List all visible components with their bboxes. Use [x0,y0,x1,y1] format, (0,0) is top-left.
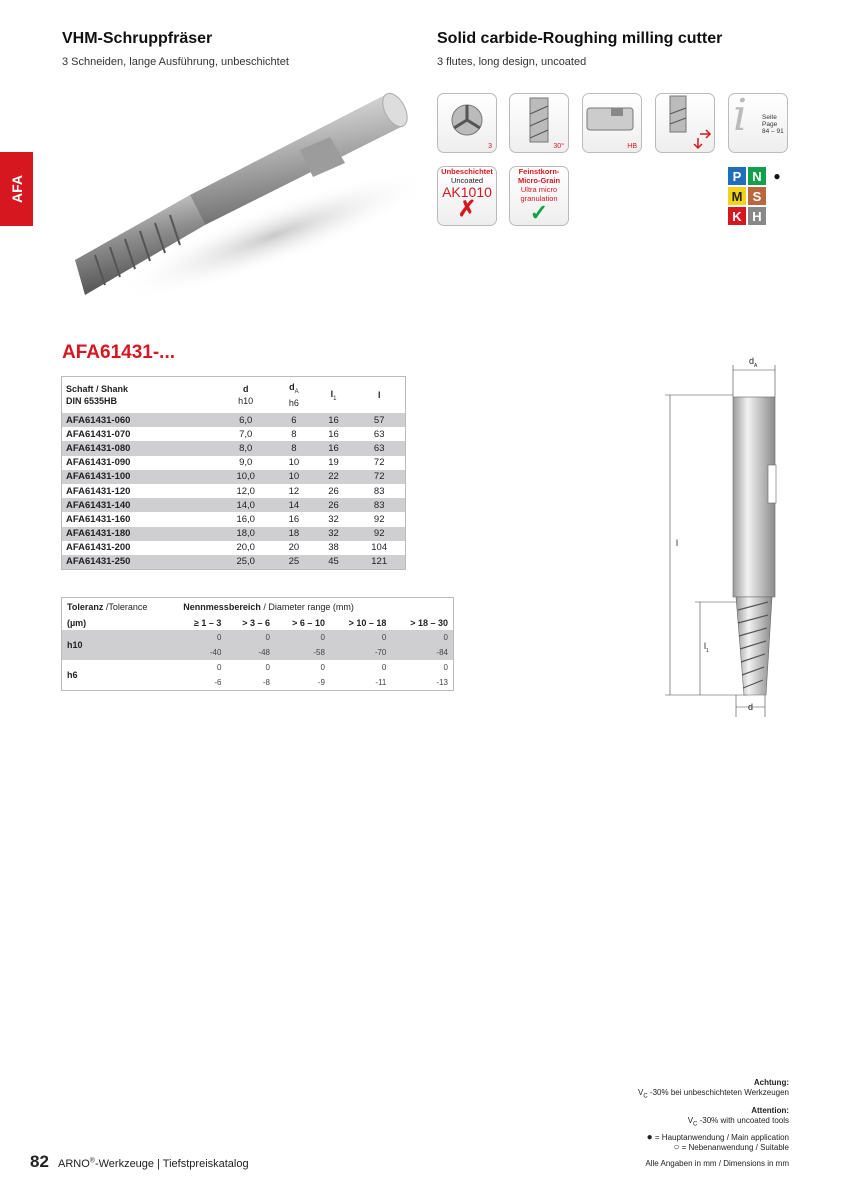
d-tol-header: h10 [238,396,254,406]
cell-l1: 16 [314,441,354,455]
cell-d: 7,0 [239,428,253,440]
cell-dA: 8 [291,428,297,440]
attention-de: Achtung: [753,1078,789,1087]
table-row [62,413,406,427]
tolerance-header-row [62,598,454,616]
cell-l: 92 [353,527,405,541]
cell-d: 12,0 [236,485,255,497]
info-letter: i [733,90,748,141]
coating-line2: Uncoated [450,176,484,185]
tolerance-upper-value: 0 [320,663,325,672]
page-number: 82 [30,1152,49,1171]
material-k: K [728,207,746,225]
cell-dA: 25 [274,555,314,570]
technical-drawing [660,355,780,720]
cell-code: AFA61431-120 [66,485,131,497]
cell-dA: 10 [288,457,300,469]
section-tab-afa [0,152,33,226]
info-page-icon [728,90,788,153]
notes-block [489,1078,789,1169]
title-de: VHM-Schruppfräser [62,30,213,47]
table-row [62,512,406,526]
cell-d: 8,0 [217,441,274,455]
table-row [62,427,406,441]
cell-code: AFA61431-100 [62,470,218,484]
tolerance-upper-value: 0 [178,630,226,645]
coating-code: AK1010 [442,184,492,200]
da-sub: A [294,388,299,395]
cell-l: 63 [373,428,385,440]
drawing-l1-sub: 1 [706,647,709,654]
footer [30,1152,249,1172]
cell-code: AFA61431-250 [62,555,218,570]
cell-dA: 12 [288,485,300,497]
tolerance-upper-value: 0 [216,663,222,672]
tolerance-upper-value: 0 [391,630,453,645]
cell-l: 104 [371,542,388,554]
cell-l1: 19 [328,457,339,469]
cell-l1: 16 [328,428,339,440]
material-h: H [748,207,766,225]
cell-d: 10,0 [217,470,274,484]
material-s: S [748,187,766,205]
check-icon: ✓ [529,200,549,225]
l1-sub: 1 [333,395,337,402]
table-row [62,456,406,470]
title-en: Solid carbide-Roughing milling cutter [437,30,723,47]
material-n: N [748,167,766,185]
cell-l: 57 [353,413,405,427]
cell-dA: 14 [274,498,314,512]
tolerance-class: h6 [67,670,78,680]
subtitle-de: 3 Schneiden, lange Ausführung, unbeschichtet [62,56,289,68]
cell-l1: 26 [314,498,354,512]
tolerance-upper-value: 0 [330,630,391,645]
tolerance-label-en: /Tolerance [105,601,148,612]
tolerance-lower-value: -48 [226,645,275,660]
dimensions-note: Alle Angaben in mm / Dimensions in mm [645,1159,789,1169]
tolerance-lower-value: -6 [214,678,222,687]
table-row [62,527,406,541]
product-code: AFA61431-... [62,342,175,363]
vc-en-sub: C [693,1121,698,1128]
tolerance-upper-value: 0 [226,630,275,645]
cell-l1: 22 [314,470,354,484]
table-row [62,541,406,555]
d-header: d [242,384,249,394]
cell-dA: 8 [274,441,314,455]
tolerance-lower-value: -58 [275,645,330,660]
shank-type-icon [582,93,642,153]
table-row [62,470,406,484]
cell-d: 18,0 [217,527,274,541]
cell-code: AFA61431-090 [66,457,131,469]
tolerance-lower-value: -8 [262,678,270,687]
cell-l: 83 [353,498,405,512]
grain-line3: Ultra micro [520,185,558,194]
cell-dA: 16 [288,513,300,525]
drawing-l1-label: l [704,641,706,651]
vc-de-sub: C [643,1093,648,1100]
product-photo [55,85,415,315]
shank-standard-header: DIN 6535HB [66,396,118,406]
product-table [61,376,406,570]
info-page-label: Seite Page [762,114,778,128]
filled-dot-icon: ● [646,1132,653,1144]
coating-micro-grain-box [509,166,569,226]
coating-line1: Unbeschichtet [441,167,493,176]
milling-direction-icon [655,93,715,153]
drawing-l-label: l [676,538,678,548]
cell-dA: 10 [274,470,314,484]
cell-l1: 32 [314,527,354,541]
grain-line1: Feinstkorn- [518,167,560,176]
table-row [62,484,406,498]
helix-angle-icon [509,93,569,153]
tolerance-lower-value: -40 [178,645,226,660]
coating-uncoated-box [437,166,497,226]
tolerance-class: h10 [62,630,179,660]
l-header: l [377,390,381,400]
tolerance-lower-value: -9 [317,678,325,687]
helix-value: 30° [553,143,564,150]
cell-d: 16,0 [236,513,255,525]
cell-code: AFA61431-060 [62,413,218,427]
drawing-da-sub: A [754,362,758,369]
vc-en-text: -30% with uncoated tools [697,1115,789,1125]
cell-code: AFA61431-200 [66,542,131,554]
range-label-en: / Diameter range (mm) [263,601,354,612]
cell-d: 6,0 [217,413,274,427]
cell-d: 9,0 [239,457,253,469]
cell-dA: 20 [288,542,300,554]
end-mill-drawing-icon [660,355,780,720]
da-header: d [289,381,295,392]
tolerance-table [61,597,454,691]
attention-en: Attention: [751,1105,789,1115]
info-page-range[interactable]: 84 – 91 [762,128,784,135]
cell-code: AFA61431-070 [66,428,131,440]
grain-line2: Micro-Grain [517,176,561,185]
cell-d: 14,0 [217,498,274,512]
cell-d: 20,0 [236,542,255,554]
cell-d: 25,0 [217,555,274,570]
section-tab-label: AFA [8,175,25,203]
cross-icon: ✗ [457,196,477,221]
empty-dot-icon: ○ [673,1142,680,1154]
cell-code: AFA61431-180 [62,527,218,541]
material-m: M [728,187,746,205]
end-mill-photo-icon [55,85,415,315]
cell-l1: 32 [328,513,339,525]
table-row [62,555,406,570]
tolerance-lower-value: -84 [391,645,453,660]
table-row [62,498,406,512]
drawing-da-label: d [749,356,755,366]
shank-value: HB [627,143,637,150]
tolerance-lower-value: -70 [330,645,391,660]
material-p: P [728,167,746,185]
cell-code: AFA61431-080 [62,441,218,455]
cell-l: 72 [353,470,405,484]
flutes-icon [437,93,497,153]
cell-l1: 45 [314,555,354,570]
cell-dA: 18 [274,527,314,541]
table-header-row [62,377,406,414]
material-grid [728,167,786,225]
vc-de-text: -30% bei unbeschichteten Werkzeugen [647,1088,789,1097]
cell-code: AFA61431-140 [62,498,218,512]
tolerance-unit: (µm) [67,617,87,628]
grain-line4: granulation [520,194,558,203]
range-label-de: Nennmessbereich [183,601,261,612]
tolerance-row [62,660,454,675]
footer-brand: ARNO [57,1158,90,1170]
da-tol-header: h6 [288,398,299,409]
cell-l: 83 [373,485,385,497]
tolerance-upper-value: 0 [443,663,448,672]
subtitle-en: 3 flutes, long design, uncoated [437,56,587,68]
cell-l: 92 [373,513,385,525]
cell-l: 72 [373,457,385,469]
range-1: ≥ 1 – 3 [193,617,222,628]
tolerance-range-row [62,615,454,630]
tolerance-upper-value: 0 [381,663,387,672]
cell-l: 63 [353,441,405,455]
cell-l: 121 [353,555,405,570]
vc-en-symbol: V [687,1115,694,1125]
range-4: > 10 – 18 [348,617,387,628]
tolerance-upper-value: 0 [265,663,270,672]
range-2: > 3 – 6 [242,617,270,628]
footer-catalog-title: -Werkzeuge | Tiefstpreiskatalog [94,1158,249,1170]
cell-l1: 38 [328,542,339,554]
cell-l1: 16 [314,413,354,427]
main-application-text: = Hauptanwendung / Main application [652,1133,789,1143]
tolerance-upper-value: 0 [275,630,330,645]
l1-header: l [330,388,334,399]
tolerance-lower-value: -11 [375,678,387,687]
range-3: > 6 – 10 [292,617,325,628]
drawing-d-label: d [748,702,754,712]
vc-de-symbol: V [638,1088,644,1097]
flutes-value: 3 [488,143,492,150]
suitable-text: = Nebenanwendung / Suitable [679,1143,789,1153]
main-application-dot-icon: ● [773,169,781,183]
tolerance-row [62,630,454,645]
table-row [62,441,406,455]
range-5: > 18 – 30 [410,617,448,628]
cell-code: AFA61431-160 [66,513,131,525]
tolerance-label-de: Toleranz [67,601,104,612]
cell-l1: 26 [328,485,339,497]
tolerance-lower-value: -13 [436,678,448,687]
cell-dA: 6 [274,413,314,427]
shank-header: Schaft / Shank [66,384,129,394]
registered-mark: ® [89,1157,95,1165]
